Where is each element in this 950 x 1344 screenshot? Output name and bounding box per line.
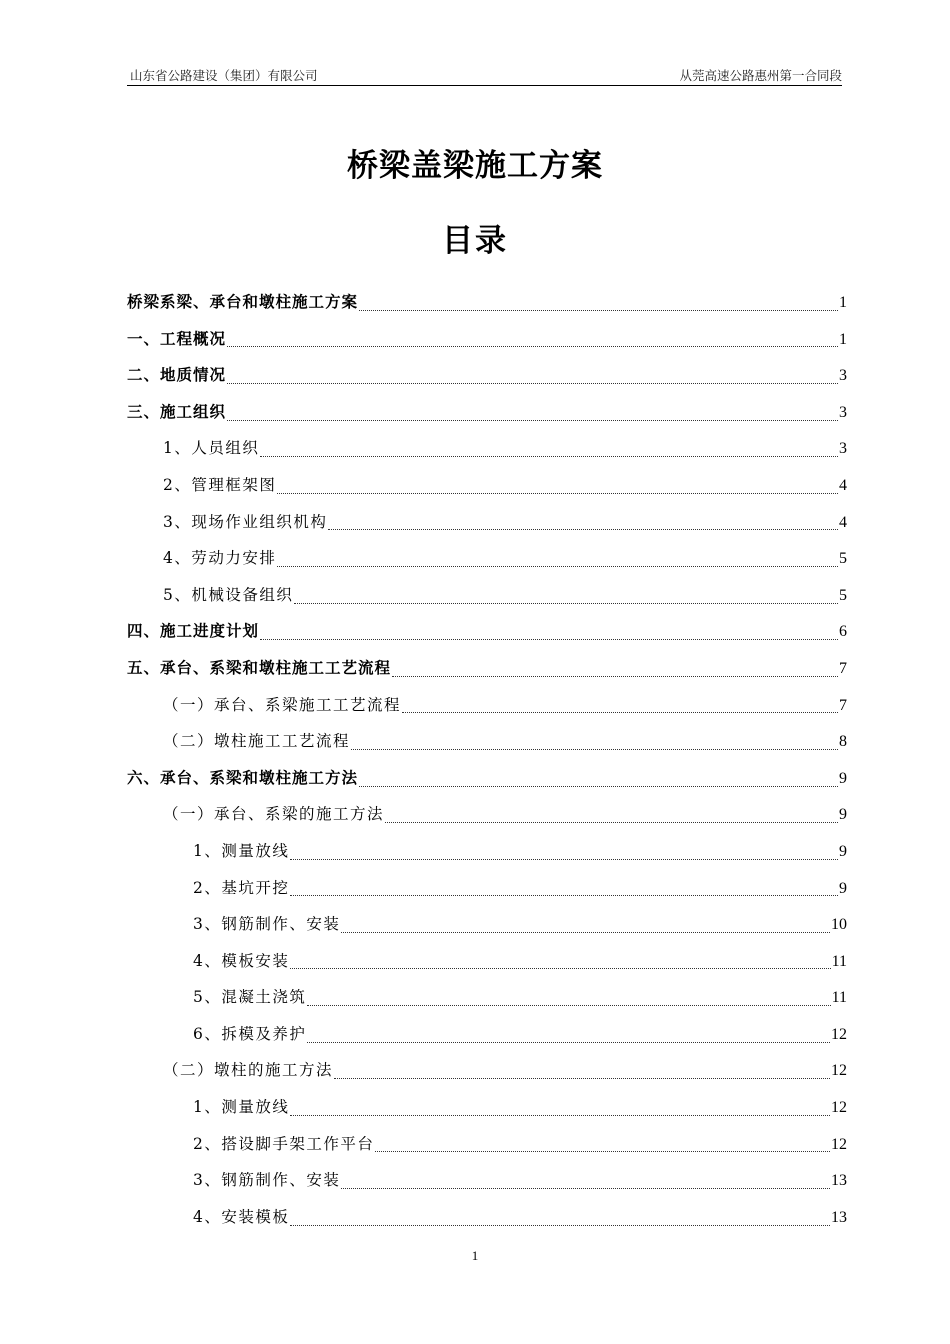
toc-dot-leader xyxy=(260,456,838,457)
toc-entry-label: 3、现场作业组织机构 xyxy=(163,512,328,531)
toc-entry[interactable] xyxy=(127,943,847,980)
toc-entry-label: 5、混凝土浇筑 xyxy=(193,988,307,1007)
toc-entry-page: 9 xyxy=(839,806,847,824)
header-company: 山东省公路建设（集团）有限公司 xyxy=(130,68,318,83)
toc-entry-label: （一）承台、系梁施工工艺流程 xyxy=(163,695,402,714)
toc-entry-page: 13 xyxy=(831,1172,847,1190)
toc-entry-page: 9 xyxy=(839,769,847,787)
toc-entry[interactable] xyxy=(127,394,847,431)
toc-entry-page: 13 xyxy=(831,1208,847,1226)
toc-dot-leader xyxy=(359,786,838,787)
toc-entry-label: （二）墩柱的施工方法 xyxy=(163,1061,334,1080)
toc-dot-leader xyxy=(227,420,838,421)
toc-entry[interactable] xyxy=(127,650,847,687)
toc-entry[interactable] xyxy=(127,1089,847,1126)
toc-entry-page: 12 xyxy=(831,1135,847,1153)
toc-entry[interactable] xyxy=(127,430,847,467)
toc-dot-leader xyxy=(307,1042,830,1043)
toc-dot-leader xyxy=(375,1151,830,1152)
toc-entry-label: 1、测量放线 xyxy=(193,1098,290,1117)
toc-dot-leader xyxy=(351,749,838,750)
toc-dot-leader xyxy=(290,1225,830,1226)
toc-entry-page: 3 xyxy=(839,403,847,421)
toc-entry[interactable] xyxy=(127,613,847,650)
toc-entry-label: 1、人员组织 xyxy=(163,439,260,458)
toc-dot-leader xyxy=(290,895,838,896)
toc-entry-label: 6、拆模及养护 xyxy=(193,1024,307,1043)
toc-dot-leader xyxy=(385,822,838,823)
toc-entry-page: 7 xyxy=(839,659,847,677)
toc-entry-page: 4 xyxy=(839,476,847,494)
toc-dot-leader xyxy=(341,1188,830,1189)
toc-entry-label: 3、钢筋制作、安装 xyxy=(193,1171,341,1190)
toc-entry-label: 5、机械设备组织 xyxy=(163,585,294,604)
toc-entry[interactable] xyxy=(127,687,847,724)
toc-dot-leader xyxy=(277,566,838,567)
toc-entry-page: 3 xyxy=(839,440,847,458)
toc-dot-leader xyxy=(277,493,838,494)
toc-entry-page: 5 xyxy=(839,550,847,568)
page-header xyxy=(127,66,842,86)
toc-entry-page: 1 xyxy=(839,330,847,348)
toc-entry[interactable] xyxy=(127,321,847,358)
toc-entry-label: 1、测量放线 xyxy=(193,841,290,860)
toc-entry-page: 3 xyxy=(839,367,847,385)
toc-entry-label: 4、安装模板 xyxy=(193,1207,290,1226)
toc-dot-leader xyxy=(260,639,838,640)
toc-dot-leader xyxy=(294,603,838,604)
toc-entry[interactable] xyxy=(127,467,847,504)
toc-entry-label: 六、承台、系梁和墩柱施工方法 xyxy=(127,768,359,787)
toc-dot-leader xyxy=(402,712,838,713)
toc-entry-page: 11 xyxy=(831,952,847,970)
toc-entry[interactable] xyxy=(127,760,847,797)
toc-entry-label: 桥梁系梁、承台和墩柱施工方案 xyxy=(127,293,359,311)
table-of-contents xyxy=(127,284,847,1235)
toc-entry-label: 2、搭设脚手架工作平台 xyxy=(193,1134,375,1153)
toc-entry-page: 10 xyxy=(831,916,847,934)
toc-entry-page: 9 xyxy=(839,879,847,897)
toc-entry[interactable] xyxy=(127,979,847,1016)
toc-dot-leader xyxy=(359,310,838,311)
toc-entry-page: 7 xyxy=(839,696,847,714)
toc-entry-page: 1 xyxy=(839,294,847,311)
toc-entry-page: 12 xyxy=(831,1099,847,1117)
toc-entry-page: 4 xyxy=(839,513,847,531)
toc-entry[interactable] xyxy=(127,1052,847,1089)
toc-entry[interactable] xyxy=(127,577,847,614)
toc-entry[interactable] xyxy=(127,1162,847,1199)
toc-entry[interactable] xyxy=(127,1199,847,1236)
toc-entry-label: 一、工程概况 xyxy=(127,329,227,348)
document-title: 桥梁盖梁施工方案 xyxy=(347,148,603,184)
toc-entry[interactable] xyxy=(127,540,847,577)
toc-entry[interactable] xyxy=(127,504,847,541)
header-section: 从莞高速公路惠州第一合同段 xyxy=(679,68,842,83)
toc-entry-page: 12 xyxy=(831,1025,847,1043)
toc-entry-label: （二）墩柱施工工艺流程 xyxy=(163,732,351,751)
toc-entry-label: 2、管理框架图 xyxy=(163,475,277,494)
toc-dot-leader xyxy=(307,1005,830,1006)
toc-dot-leader xyxy=(334,1078,830,1079)
toc-entry[interactable] xyxy=(127,796,847,833)
toc-entry[interactable] xyxy=(127,870,847,907)
toc-entry-label: （一）承台、系梁的施工方法 xyxy=(163,805,385,824)
toc-entry-label: 3、钢筋制作、安装 xyxy=(193,915,341,934)
toc-entry-page: 5 xyxy=(839,586,847,604)
toc-entry[interactable] xyxy=(127,833,847,870)
toc-entry-page: 8 xyxy=(839,733,847,751)
toc-entry-page: 12 xyxy=(831,1062,847,1080)
toc-dot-leader xyxy=(290,968,830,969)
toc-heading: 目录 xyxy=(442,223,508,259)
toc-entry-page: 6 xyxy=(839,623,847,641)
page-number: 1 xyxy=(471,1248,479,1263)
toc-entry-label: 4、模板安装 xyxy=(193,951,290,970)
toc-entry-label: 三、施工组织 xyxy=(127,402,227,421)
toc-dot-leader xyxy=(227,346,838,347)
toc-entry[interactable] xyxy=(127,357,847,394)
toc-entry-label: 五、承台、系梁和墩柱施工工艺流程 xyxy=(127,658,392,677)
toc-dot-leader xyxy=(328,529,838,530)
toc-entry[interactable] xyxy=(127,723,847,760)
toc-dot-leader xyxy=(341,932,830,933)
toc-dot-leader xyxy=(290,859,838,860)
toc-entry[interactable] xyxy=(127,906,847,943)
toc-entry[interactable] xyxy=(127,284,847,321)
toc-entry[interactable] xyxy=(127,1016,847,1053)
toc-entry-label: 2、基坑开挖 xyxy=(193,878,290,897)
toc-entry-label: 4、劳动力安排 xyxy=(163,549,277,568)
toc-entry-page: 11 xyxy=(831,989,847,1007)
toc-entry-label: 四、施工进度计划 xyxy=(127,622,260,641)
toc-dot-leader xyxy=(392,676,838,677)
toc-dot-leader xyxy=(290,1115,830,1116)
toc-dot-leader xyxy=(227,383,838,384)
toc-entry[interactable] xyxy=(127,1126,847,1163)
toc-entry-label: 二、地质情况 xyxy=(127,366,227,385)
toc-entry-page: 9 xyxy=(839,842,847,860)
